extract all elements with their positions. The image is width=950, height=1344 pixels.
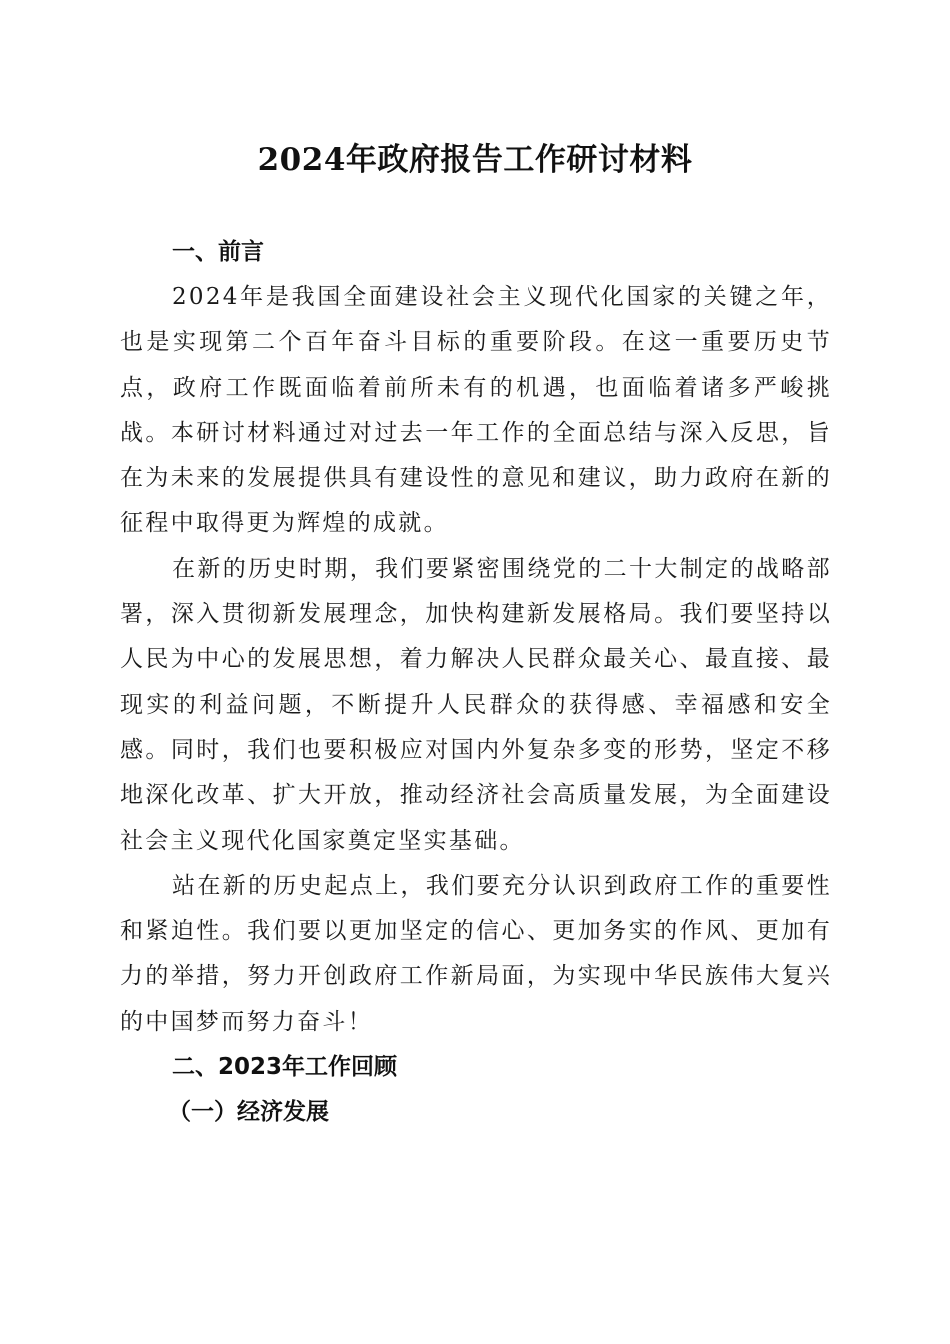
subsection-heading-economy: （一）经济发展 — [168, 1099, 329, 1126]
preface-paragraph-3: 站在新的历史起点上，我们要充分认识到政府工作的重要性和紧迫性。我们要以更加坚定的信心、更加务实的作风、更加有力的举措，努力开创政府工作新局面，为实现中华民族伟大复兴的中国梦而努力奋斗！ — [120, 872, 832, 1035]
section-heading-preface: 一、前言 — [172, 239, 264, 265]
preface-paragraph-2: 在新的历史时期，我们要紧密围绕党的二十大制定的战略部署，深入贯彻新发展理念，加快构建新发展格局。我们要坚持以人民为中心的发展思想，着力解决人民群众最关心、最直接、最现实的利益问题，不断提升人民群众的获得感、幸福感和安全感。同时，我们也要积极应对国内外复杂多变的形势，坚定不移地深化改革、扩大开放，推动经济社会高质量发展，为全面建设社会主义现代化国家奠定坚实基础。 — [120, 555, 832, 854]
document-title: 2024年政府报告工作研讨材料 — [257, 142, 693, 178]
preface-paragraph-1: 2024年是我国全面建设社会主义现代化国家的关键之年，也是实现第二个百年奋斗目标的重要阶段。在这一重要历史节点，政府工作既面临着前所未有的机遇，也面临着诸多严峻挑战。本研讨材料通过对过去一年工作的全面总结与深入反思，旨在为未来的发展提供具有建设性的意见和建议，助力政府在新的征程中取得更为辉煌的成就。 — [120, 284, 832, 537]
document-body — [120, 230, 832, 1135]
section-heading-review: 二、2023年工作回顾 — [172, 1054, 398, 1081]
